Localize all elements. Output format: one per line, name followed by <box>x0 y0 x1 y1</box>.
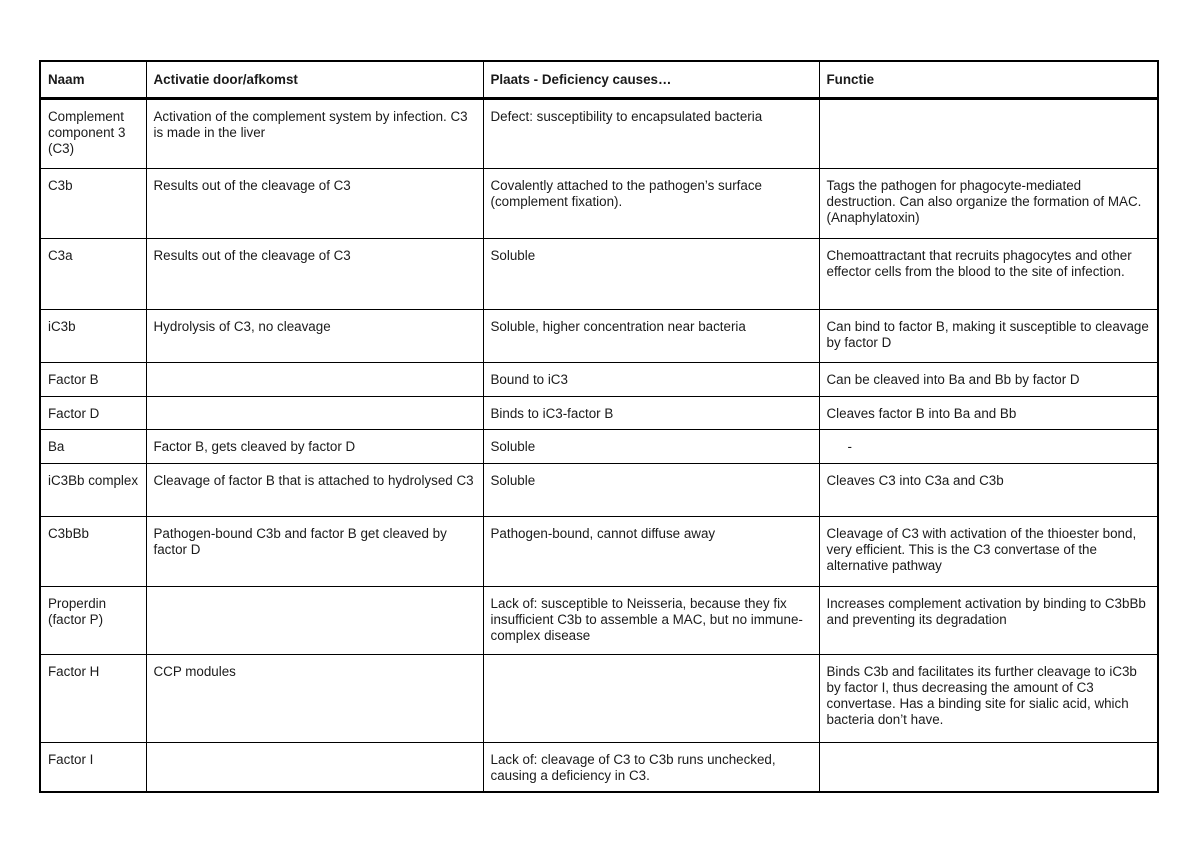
cell-plaats: Defect: susceptibility to encapsulated bacteria <box>483 98 819 168</box>
cell-activatie: Activation of the complement system by infection. C3 is made in the liver <box>146 98 483 168</box>
cell-naam: Ba <box>40 429 146 463</box>
cell-naam: Factor I <box>40 742 146 792</box>
cell-activatie: Pathogen-bound C3b and factor B get cleaved by factor D <box>146 516 483 586</box>
cell-naam: Factor H <box>40 654 146 742</box>
table-row <box>40 463 1158 516</box>
table-row <box>40 742 1158 792</box>
table-row <box>40 238 1158 309</box>
table-row <box>40 98 1158 168</box>
cell-plaats: Soluble <box>483 429 819 463</box>
cell-plaats: Binds to iC3-factor B <box>483 396 819 429</box>
cell-activatie <box>146 586 483 654</box>
header-activatie: Activatie door/afkomst <box>146 61 483 98</box>
table-row <box>40 586 1158 654</box>
cell-functie: Can bind to factor B, making it susceptible to cleavage by factor D <box>819 309 1158 362</box>
cell-functie: Can be cleaved into Ba and Bb by factor D <box>819 362 1158 396</box>
cell-plaats: Pathogen-bound, cannot diffuse away <box>483 516 819 586</box>
table-row <box>40 516 1158 586</box>
table-row <box>40 309 1158 362</box>
cell-naam: iC3b <box>40 309 146 362</box>
header-functie: Functie <box>819 61 1158 98</box>
table-row <box>40 362 1158 396</box>
header-naam: Naam <box>40 61 146 98</box>
cell-naam: Factor D <box>40 396 146 429</box>
table-row <box>40 654 1158 742</box>
cell-plaats: Soluble <box>483 463 819 516</box>
cell-naam: C3bBb <box>40 516 146 586</box>
cell-activatie: Results out of the cleavage of C3 <box>146 238 483 309</box>
cell-naam: C3a <box>40 238 146 309</box>
cell-activatie: Factor B, gets cleaved by factor D <box>146 429 483 463</box>
cell-naam: C3b <box>40 168 146 238</box>
cell-functie: Tags the pathogen for phagocyte-mediated destruction. Can also organize the formation of MAC. (Anaphylatoxin) <box>819 168 1158 238</box>
header-plaats: Plaats - Deficiency causes… <box>483 61 819 98</box>
cell-naam: Complement component 3 (C3) <box>40 98 146 168</box>
cell-activatie: Cleavage of factor B that is attached to hydrolysed C3 <box>146 463 483 516</box>
cell-plaats <box>483 654 819 742</box>
cell-functie <box>819 98 1158 168</box>
cell-activatie <box>146 396 483 429</box>
cell-plaats: Bound to iC3 <box>483 362 819 396</box>
cell-functie: Cleaves C3 into C3a and C3b <box>819 463 1158 516</box>
cell-functie: Cleaves factor B into Ba and Bb <box>819 396 1158 429</box>
cell-functie: Increases complement activation by binding to C3bBb and preventing its degradation <box>819 586 1158 654</box>
cell-plaats: Soluble, higher concentration near bacteria <box>483 309 819 362</box>
cell-plaats: Lack of: susceptible to Neisseria, because they fix insufficient C3b to assemble a MAC, but no immune-complex disease <box>483 586 819 654</box>
cell-functie: Binds C3b and facilitates its further cleavage to iC3b by factor I, thus decreasing the amount of C3 convertase. Has a binding site for sialic acid, which bacteria don’t have. <box>819 654 1158 742</box>
table-row <box>40 168 1158 238</box>
cell-activatie: Hydrolysis of C3, no cleavage <box>146 309 483 362</box>
cell-functie <box>819 742 1158 792</box>
cell-functie: Chemoattractant that recruits phagocytes and other effector cells from the blood to the site of infection. <box>819 238 1158 309</box>
cell-activatie <box>146 362 483 396</box>
cell-activatie <box>146 742 483 792</box>
cell-plaats: Soluble <box>483 238 819 309</box>
cell-functie: - <box>819 429 1158 463</box>
cell-naam: Factor B <box>40 362 146 396</box>
cell-activatie: Results out of the cleavage of C3 <box>146 168 483 238</box>
table-row <box>40 429 1158 463</box>
cell-naam: Properdin (factor P) <box>40 586 146 654</box>
cell-activatie: CCP modules <box>146 654 483 742</box>
complement-table <box>39 60 1159 793</box>
cell-plaats: Lack of: cleavage of C3 to C3b runs unchecked, causing a deficiency in C3. <box>483 742 819 792</box>
cell-naam: iC3Bb complex <box>40 463 146 516</box>
table-row <box>40 396 1158 429</box>
cell-plaats: Covalently attached to the pathogen’s surface (complement fixation). <box>483 168 819 238</box>
cell-functie: Cleavage of C3 with activation of the thioester bond, very efficient. This is the C3 convertase of the alternative pathway <box>819 516 1158 586</box>
table-header-row <box>40 61 1158 98</box>
